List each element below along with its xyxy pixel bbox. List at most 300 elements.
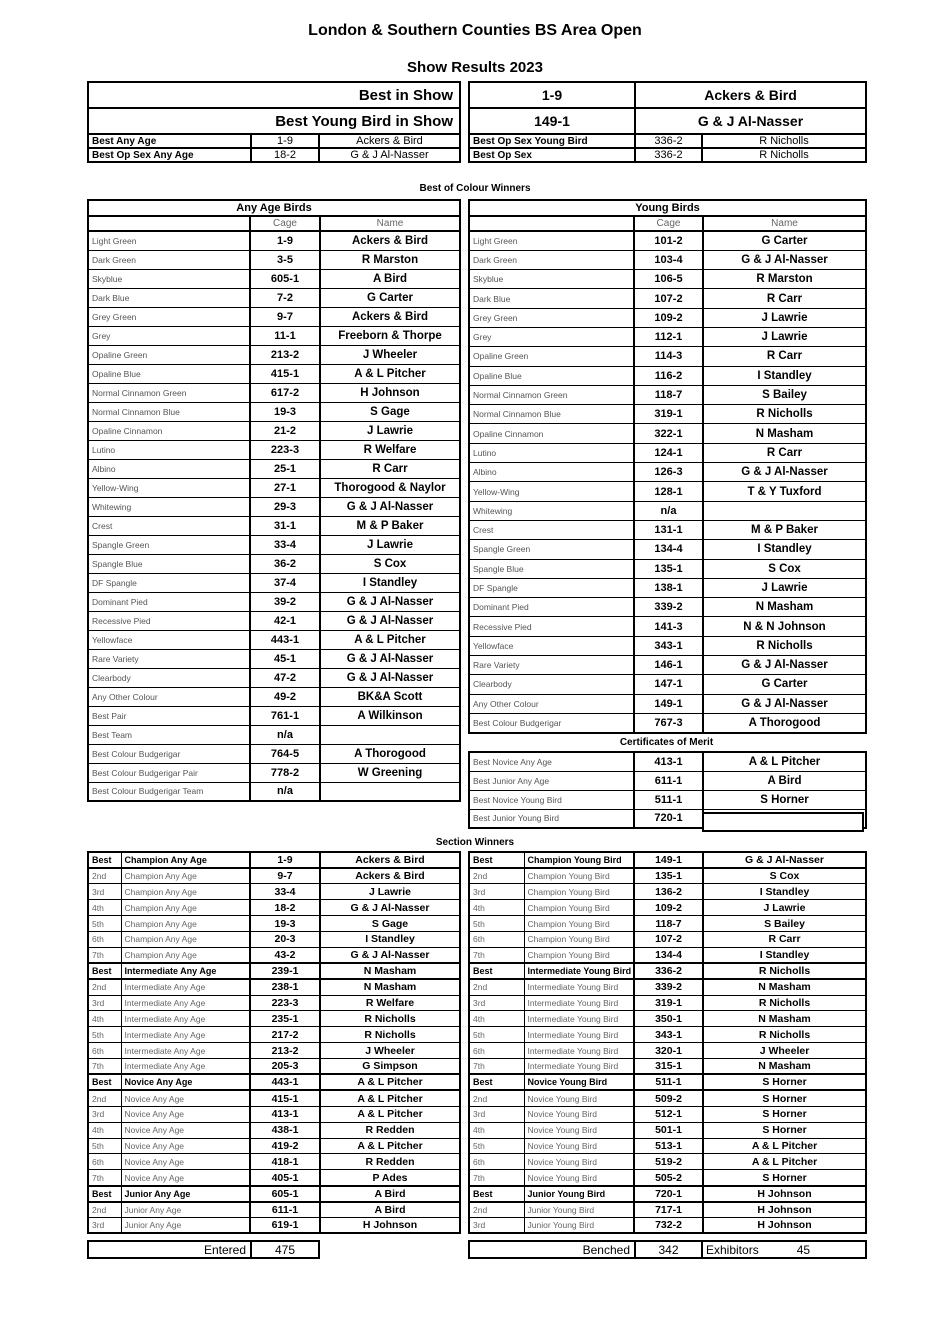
variety-cell: Yellow-Wing: [469, 482, 634, 501]
table-row: [469, 713, 866, 732]
section-cell: Champion Young Bird: [524, 900, 634, 916]
table-row: [88, 1027, 460, 1043]
name-cell: M & P Baker: [703, 520, 866, 539]
name-cell: A Bird: [320, 1202, 460, 1218]
table-row: [469, 482, 866, 501]
name-cell: J Lawrie: [703, 578, 866, 597]
award-label: Best Any Age: [88, 134, 251, 148]
variety-cell: Dark Green: [88, 250, 250, 269]
rank-cell: Best: [469, 1074, 524, 1090]
table-row: [88, 1059, 460, 1075]
table-row: [469, 231, 866, 250]
variety-cell: Skyblue: [88, 269, 250, 288]
table-row: [88, 1217, 460, 1233]
name-cell: J Lawrie: [703, 327, 866, 346]
section-cell: Novice Any Age: [121, 1106, 250, 1122]
name-cell: A & L Pitcher: [320, 1106, 460, 1122]
cage-cell: n/a: [250, 725, 320, 744]
cage-cell: 36-2: [250, 554, 320, 573]
name-cell: H Johnson: [320, 383, 460, 402]
table-title: Any Age Birds: [88, 200, 460, 216]
name-cell: [320, 725, 460, 744]
cage-cell: 322-1: [634, 424, 703, 443]
name-cell: G Simpson: [320, 1059, 460, 1075]
rank-cell: 3rd: [88, 995, 121, 1011]
name-cell: I Standley: [703, 947, 866, 963]
empty-cell-box: [702, 812, 864, 832]
name-cell: R Nicholls: [320, 1027, 460, 1043]
variety-cell: Albino: [469, 463, 634, 482]
best-young-bird-heading: Best Young Bird in Show: [88, 108, 460, 134]
name-cell: J Wheeler: [703, 1043, 866, 1059]
cage-cell: 39-2: [250, 592, 320, 611]
table-row: [469, 1106, 866, 1122]
cage-cell: 25-1: [250, 459, 320, 478]
table-row: [88, 288, 460, 307]
rank-cell: 2nd: [88, 868, 121, 884]
cage-cell: 149-1: [634, 694, 703, 713]
table-row: [469, 424, 866, 443]
rank-cell: 3rd: [88, 1106, 121, 1122]
variety-cell: Light Green: [88, 231, 250, 250]
name-header: Name: [320, 216, 460, 231]
name-cell: R Marston: [703, 270, 866, 289]
table-row: [88, 269, 460, 288]
rank-cell: 3rd: [469, 995, 524, 1011]
variety-cell: Normal Cinnamon Blue: [88, 402, 250, 421]
name-cell: S Horner: [703, 1170, 866, 1186]
cage-cell: 147-1: [634, 675, 703, 694]
name-cell: R Nicholls: [320, 1011, 460, 1027]
table-row: [469, 947, 866, 963]
name-cell: R Carr: [320, 459, 460, 478]
section-cell: Novice Young Bird: [524, 1154, 634, 1170]
table-row: [88, 535, 460, 554]
section-cell: Champion Any Age: [121, 947, 250, 963]
variety-cell: Normal Cinnamon Green: [469, 385, 634, 404]
table-row: [88, 364, 460, 383]
table-row: [88, 1138, 460, 1154]
variety-cell: Lutino: [469, 443, 634, 462]
section-cell: Intermediate Any Age: [121, 1011, 250, 1027]
cage-cell: 135-1: [634, 559, 703, 578]
table-row: [469, 916, 866, 932]
benched-value: 342: [635, 1241, 702, 1258]
section-cell: Novice Young Bird: [524, 1090, 634, 1106]
colour-winners-section-title: Best of Colour Winners: [419, 183, 531, 194]
cage-cell: 438-1: [250, 1122, 320, 1138]
name-cell: H Johnson: [320, 1217, 460, 1233]
name-header: Name: [703, 216, 866, 231]
table-row: [88, 1090, 460, 1106]
variety-cell: Whitewing: [469, 501, 634, 520]
benched-label: Benched: [469, 1241, 635, 1258]
section-cell: Champion Any Age: [121, 884, 250, 900]
name-cell: G Carter: [703, 675, 866, 694]
table-row: [88, 592, 460, 611]
table-row: [88, 884, 460, 900]
variety-header: [88, 216, 250, 231]
any-age-birds-table: [87, 199, 461, 802]
cage-cell: 118-7: [634, 385, 703, 404]
best-in-show-winners-table: [468, 81, 867, 163]
cage-cell: 336-2: [634, 963, 703, 979]
section-cell: Champion Any Age: [121, 900, 250, 916]
name-cell: G & J Al-Nasser: [320, 900, 460, 916]
cage-number: 336-2: [635, 148, 702, 162]
section-cell: Novice Young Bird: [524, 1074, 634, 1090]
table-row: [88, 782, 460, 801]
variety-cell: Any Other Colour: [88, 687, 250, 706]
table-row: [88, 630, 460, 649]
table-row: [469, 289, 866, 308]
table-row: [88, 478, 460, 497]
cage-cell: 319-1: [634, 405, 703, 424]
section-cell: Novice Any Age: [121, 1090, 250, 1106]
cage-number: 1-9: [251, 134, 319, 148]
name-cell: A Bird: [703, 771, 866, 790]
section-cell: Novice Any Age: [121, 1154, 250, 1170]
name-cell: A & L Pitcher: [320, 1074, 460, 1090]
variety-cell: Opaline Cinnamon: [88, 421, 250, 440]
table-row: [469, 617, 866, 636]
table-row: [469, 900, 866, 916]
cage-cell: 213-2: [250, 1043, 320, 1059]
name-cell: S Cox: [320, 554, 460, 573]
table-row: [469, 979, 866, 995]
exhibitor-name: Ackers & Bird: [319, 134, 460, 148]
section-cell: Novice Any Age: [121, 1122, 250, 1138]
table-row: [469, 1122, 866, 1138]
table-row: [469, 771, 866, 790]
cage-cell: 107-2: [634, 289, 703, 308]
variety-cell: Recessive Pied: [469, 617, 634, 636]
table-row: [469, 1154, 866, 1170]
variety-cell: Clearbody: [469, 675, 634, 694]
table-row: [469, 520, 866, 539]
table-row: [88, 868, 460, 884]
name-cell: A & L Pitcher: [703, 1138, 866, 1154]
winner-cage: 149-1: [469, 108, 635, 134]
name-cell: J Lawrie: [703, 308, 866, 327]
cage-cell: 413-1: [634, 752, 703, 771]
table-row: [469, 1217, 866, 1233]
table-row: [88, 1202, 460, 1218]
cage-cell: 21-2: [250, 421, 320, 440]
table-row: [88, 383, 460, 402]
entered-total-box: [87, 1240, 320, 1259]
table-row: [469, 1011, 866, 1027]
cage-cell: 339-2: [634, 979, 703, 995]
cage-cell: 43-2: [250, 947, 320, 963]
name-cell: J Lawrie: [320, 535, 460, 554]
section-cell: Junior Young Bird: [524, 1186, 634, 1202]
variety-cell: Rare Variety: [469, 656, 634, 675]
name-cell: I Standley: [703, 366, 866, 385]
name-cell: R Nicholls: [703, 1027, 866, 1043]
table-row: [88, 440, 460, 459]
name-cell: S Horner: [703, 1090, 866, 1106]
cage-cell: 732-2: [634, 1217, 703, 1233]
section-cell: Intermediate Any Age: [121, 995, 250, 1011]
table-row: [88, 649, 460, 668]
name-cell: R Nicholls: [703, 995, 866, 1011]
cage-cell: 42-1: [250, 611, 320, 630]
cage-cell: 112-1: [634, 327, 703, 346]
exhibitor-name: G & J Al-Nasser: [319, 148, 460, 162]
table-row: [88, 497, 460, 516]
name-cell: I Standley: [320, 931, 460, 947]
rank-cell: 4th: [88, 1122, 121, 1138]
variety-cell: Clearbody: [88, 668, 250, 687]
variety-cell: Opaline Cinnamon: [469, 424, 634, 443]
rank-cell: 2nd: [88, 1090, 121, 1106]
cage-cell: 9-7: [250, 868, 320, 884]
rank-cell: 3rd: [469, 884, 524, 900]
name-cell: I Standley: [703, 884, 866, 900]
name-cell: Ackers & Bird: [320, 307, 460, 326]
table-row: [469, 1090, 866, 1106]
section-cell: Intermediate Young Bird: [524, 1043, 634, 1059]
cage-cell: 443-1: [250, 630, 320, 649]
cage-number: 336-2: [635, 134, 702, 148]
cage-cell: 114-3: [634, 347, 703, 366]
table-row: [469, 1186, 866, 1202]
cage-cell: 415-1: [250, 1090, 320, 1106]
table-row: [88, 963, 460, 979]
award-cell: Best Junior Young Bird: [469, 809, 634, 828]
table-row: [88, 763, 460, 782]
cage-cell: 20-3: [250, 931, 320, 947]
cage-cell: 1-9: [250, 852, 320, 868]
cage-cell: 405-1: [250, 1170, 320, 1186]
table-row: [469, 443, 866, 462]
name-cell: A & L Pitcher: [320, 630, 460, 649]
cage-cell: 413-1: [250, 1106, 320, 1122]
rank-cell: 4th: [88, 900, 121, 916]
table-row: [469, 868, 866, 884]
rank-cell: 6th: [469, 1043, 524, 1059]
name-cell: R Carr: [703, 347, 866, 366]
name-cell: G Carter: [703, 231, 866, 250]
cage-cell: 149-1: [634, 852, 703, 868]
variety-cell: Dark Blue: [88, 288, 250, 307]
name-cell: Ackers & Bird: [320, 868, 460, 884]
table-row: [469, 752, 866, 771]
name-cell: I Standley: [320, 573, 460, 592]
section-cell: Intermediate Young Bird: [524, 963, 634, 979]
table-row: [88, 1011, 460, 1027]
table-row: [88, 1186, 460, 1202]
variety-cell: Dark Blue: [469, 289, 634, 308]
section-cell: Junior Any Age: [121, 1202, 250, 1218]
rank-cell: 5th: [88, 916, 121, 932]
rank-cell: 6th: [469, 1154, 524, 1170]
name-cell: S Gage: [320, 402, 460, 421]
cage-cell: 47-2: [250, 668, 320, 687]
table-row: [469, 790, 866, 809]
table-row: [469, 995, 866, 1011]
award-label: Best Op Sex Any Age: [88, 148, 251, 162]
cage-cell: 343-1: [634, 1027, 703, 1043]
cage-cell: 761-1: [250, 706, 320, 725]
rank-cell: 3rd: [469, 1106, 524, 1122]
name-cell: G Carter: [320, 288, 460, 307]
name-cell: G & J Al-Nasser: [703, 694, 866, 713]
section-cell: Champion Young Bird: [524, 852, 634, 868]
cage-cell: 605-1: [250, 269, 320, 288]
rank-cell: 2nd: [469, 979, 524, 995]
rank-cell: 3rd: [469, 1217, 524, 1233]
cage-header: Cage: [634, 216, 703, 231]
cage-cell: 18-2: [250, 900, 320, 916]
name-cell: H Johnson: [703, 1217, 866, 1233]
cage-cell: n/a: [634, 501, 703, 520]
table-row: [88, 1170, 460, 1186]
variety-cell: Lutino: [88, 440, 250, 459]
name-cell: H Johnson: [703, 1202, 866, 1218]
cage-cell: 238-1: [250, 979, 320, 995]
cage-cell: 19-3: [250, 402, 320, 421]
table-row: [88, 1074, 460, 1090]
award-label: Best Op Sex Young Bird: [469, 134, 635, 148]
section-cell: Intermediate Young Bird: [524, 995, 634, 1011]
winner-name: G & J Al-Nasser: [635, 108, 866, 134]
table-row: [469, 578, 866, 597]
cage-cell: 124-1: [634, 443, 703, 462]
section-cell: Novice Any Age: [121, 1074, 250, 1090]
cage-cell: 131-1: [634, 520, 703, 539]
name-cell: G & J Al-Nasser: [703, 250, 866, 269]
rank-cell: 6th: [88, 1043, 121, 1059]
name-cell: R Nicholls: [703, 405, 866, 424]
rank-cell: 5th: [469, 916, 524, 932]
cage-cell: 418-1: [250, 1154, 320, 1170]
name-cell: S Bailey: [703, 916, 866, 932]
table-row: [469, 884, 866, 900]
name-cell: J Lawrie: [320, 884, 460, 900]
section-cell: Champion Young Bird: [524, 916, 634, 932]
cage-cell: 116-2: [634, 366, 703, 385]
rank-cell: 7th: [469, 1059, 524, 1075]
rank-cell: 3rd: [88, 1217, 121, 1233]
variety-cell: Opaline Blue: [469, 366, 634, 385]
variety-cell: Spangle Green: [88, 535, 250, 554]
name-cell: N Masham: [320, 963, 460, 979]
name-cell: W Greening: [320, 763, 460, 782]
name-cell: N Masham: [320, 979, 460, 995]
table-row: [88, 1043, 460, 1059]
cage-cell: 319-1: [634, 995, 703, 1011]
section-cell: Champion Any Age: [121, 868, 250, 884]
cage-cell: 764-5: [250, 744, 320, 763]
variety-cell: Light Green: [469, 231, 634, 250]
cage-cell: 19-3: [250, 916, 320, 932]
table-row: [88, 725, 460, 744]
name-cell: N Masham: [703, 598, 866, 617]
cage-cell: 138-1: [634, 578, 703, 597]
cage-cell: 235-1: [250, 1011, 320, 1027]
rank-cell: Best: [469, 1186, 524, 1202]
table-row: [469, 1138, 866, 1154]
name-cell: G & J Al-Nasser: [320, 668, 460, 687]
section-winners-title: Section Winners: [435, 837, 515, 848]
variety-cell: Spangle Blue: [469, 559, 634, 578]
section-cell: Intermediate Any Age: [121, 979, 250, 995]
award-cell: Best Novice Any Age: [469, 752, 634, 771]
name-cell: S Cox: [703, 868, 866, 884]
rank-cell: 4th: [88, 1011, 121, 1027]
variety-cell: Dominant Pied: [469, 598, 634, 617]
variety-cell: Dark Green: [469, 250, 634, 269]
name-cell: H Johnson: [703, 1186, 866, 1202]
table-row: [469, 366, 866, 385]
variety-cell: Spangle Blue: [88, 554, 250, 573]
cage-cell: 11-1: [250, 326, 320, 345]
cage-cell: 126-3: [634, 463, 703, 482]
section-cell: Champion Young Bird: [524, 884, 634, 900]
table-row: [88, 744, 460, 763]
cage-cell: 619-1: [250, 1217, 320, 1233]
cage-cell: 320-1: [634, 1043, 703, 1059]
section-cell: Junior Any Age: [121, 1186, 250, 1202]
name-cell: J Wheeler: [320, 1043, 460, 1059]
name-cell: R Marston: [320, 250, 460, 269]
section-cell: Intermediate Young Bird: [524, 1011, 634, 1027]
section-cell: Novice Any Age: [121, 1170, 250, 1186]
cage-cell: 146-1: [634, 656, 703, 675]
table-row: [469, 963, 866, 979]
table-row: [88, 931, 460, 947]
table-row: [88, 611, 460, 630]
name-cell: T & Y Tuxford: [703, 482, 866, 501]
section-cell: Novice Young Bird: [524, 1170, 634, 1186]
rank-cell: 2nd: [88, 979, 121, 995]
page-title: London & Southern Counties BS Area Open: [308, 22, 642, 39]
table-row: [88, 326, 460, 345]
table-row: [469, 852, 866, 868]
variety-cell: Any Other Colour: [469, 694, 634, 713]
table-row: [88, 402, 460, 421]
table-row: [469, 1170, 866, 1186]
variety-cell: Best Pair: [88, 706, 250, 725]
variety-cell: Best Colour Budgerigar Team: [88, 782, 250, 801]
section-cell: Champion Young Bird: [524, 868, 634, 884]
rank-cell: Best: [88, 1074, 121, 1090]
section-cell: Novice Young Bird: [524, 1138, 634, 1154]
table-row: [88, 1106, 460, 1122]
table-row: [469, 656, 866, 675]
name-cell: S Cox: [703, 559, 866, 578]
rank-cell: Best: [469, 852, 524, 868]
cage-cell: 519-2: [634, 1154, 703, 1170]
cage-cell: 109-2: [634, 308, 703, 327]
variety-cell: Skyblue: [469, 270, 634, 289]
name-cell: N Masham: [703, 1059, 866, 1075]
section-cell: Intermediate Any Age: [121, 963, 250, 979]
variety-cell: Whitewing: [88, 497, 250, 516]
section-cell: Intermediate Any Age: [121, 1043, 250, 1059]
variety-cell: Opaline Blue: [88, 364, 250, 383]
name-cell: J Lawrie: [320, 421, 460, 440]
cage-cell: 107-2: [634, 931, 703, 947]
cage-cell: 136-2: [634, 884, 703, 900]
rank-cell: 5th: [88, 1027, 121, 1043]
award-cell: Best Novice Young Bird: [469, 790, 634, 809]
cage-cell: 223-3: [250, 995, 320, 1011]
cage-cell: 213-2: [250, 345, 320, 364]
table-row: [469, 327, 866, 346]
